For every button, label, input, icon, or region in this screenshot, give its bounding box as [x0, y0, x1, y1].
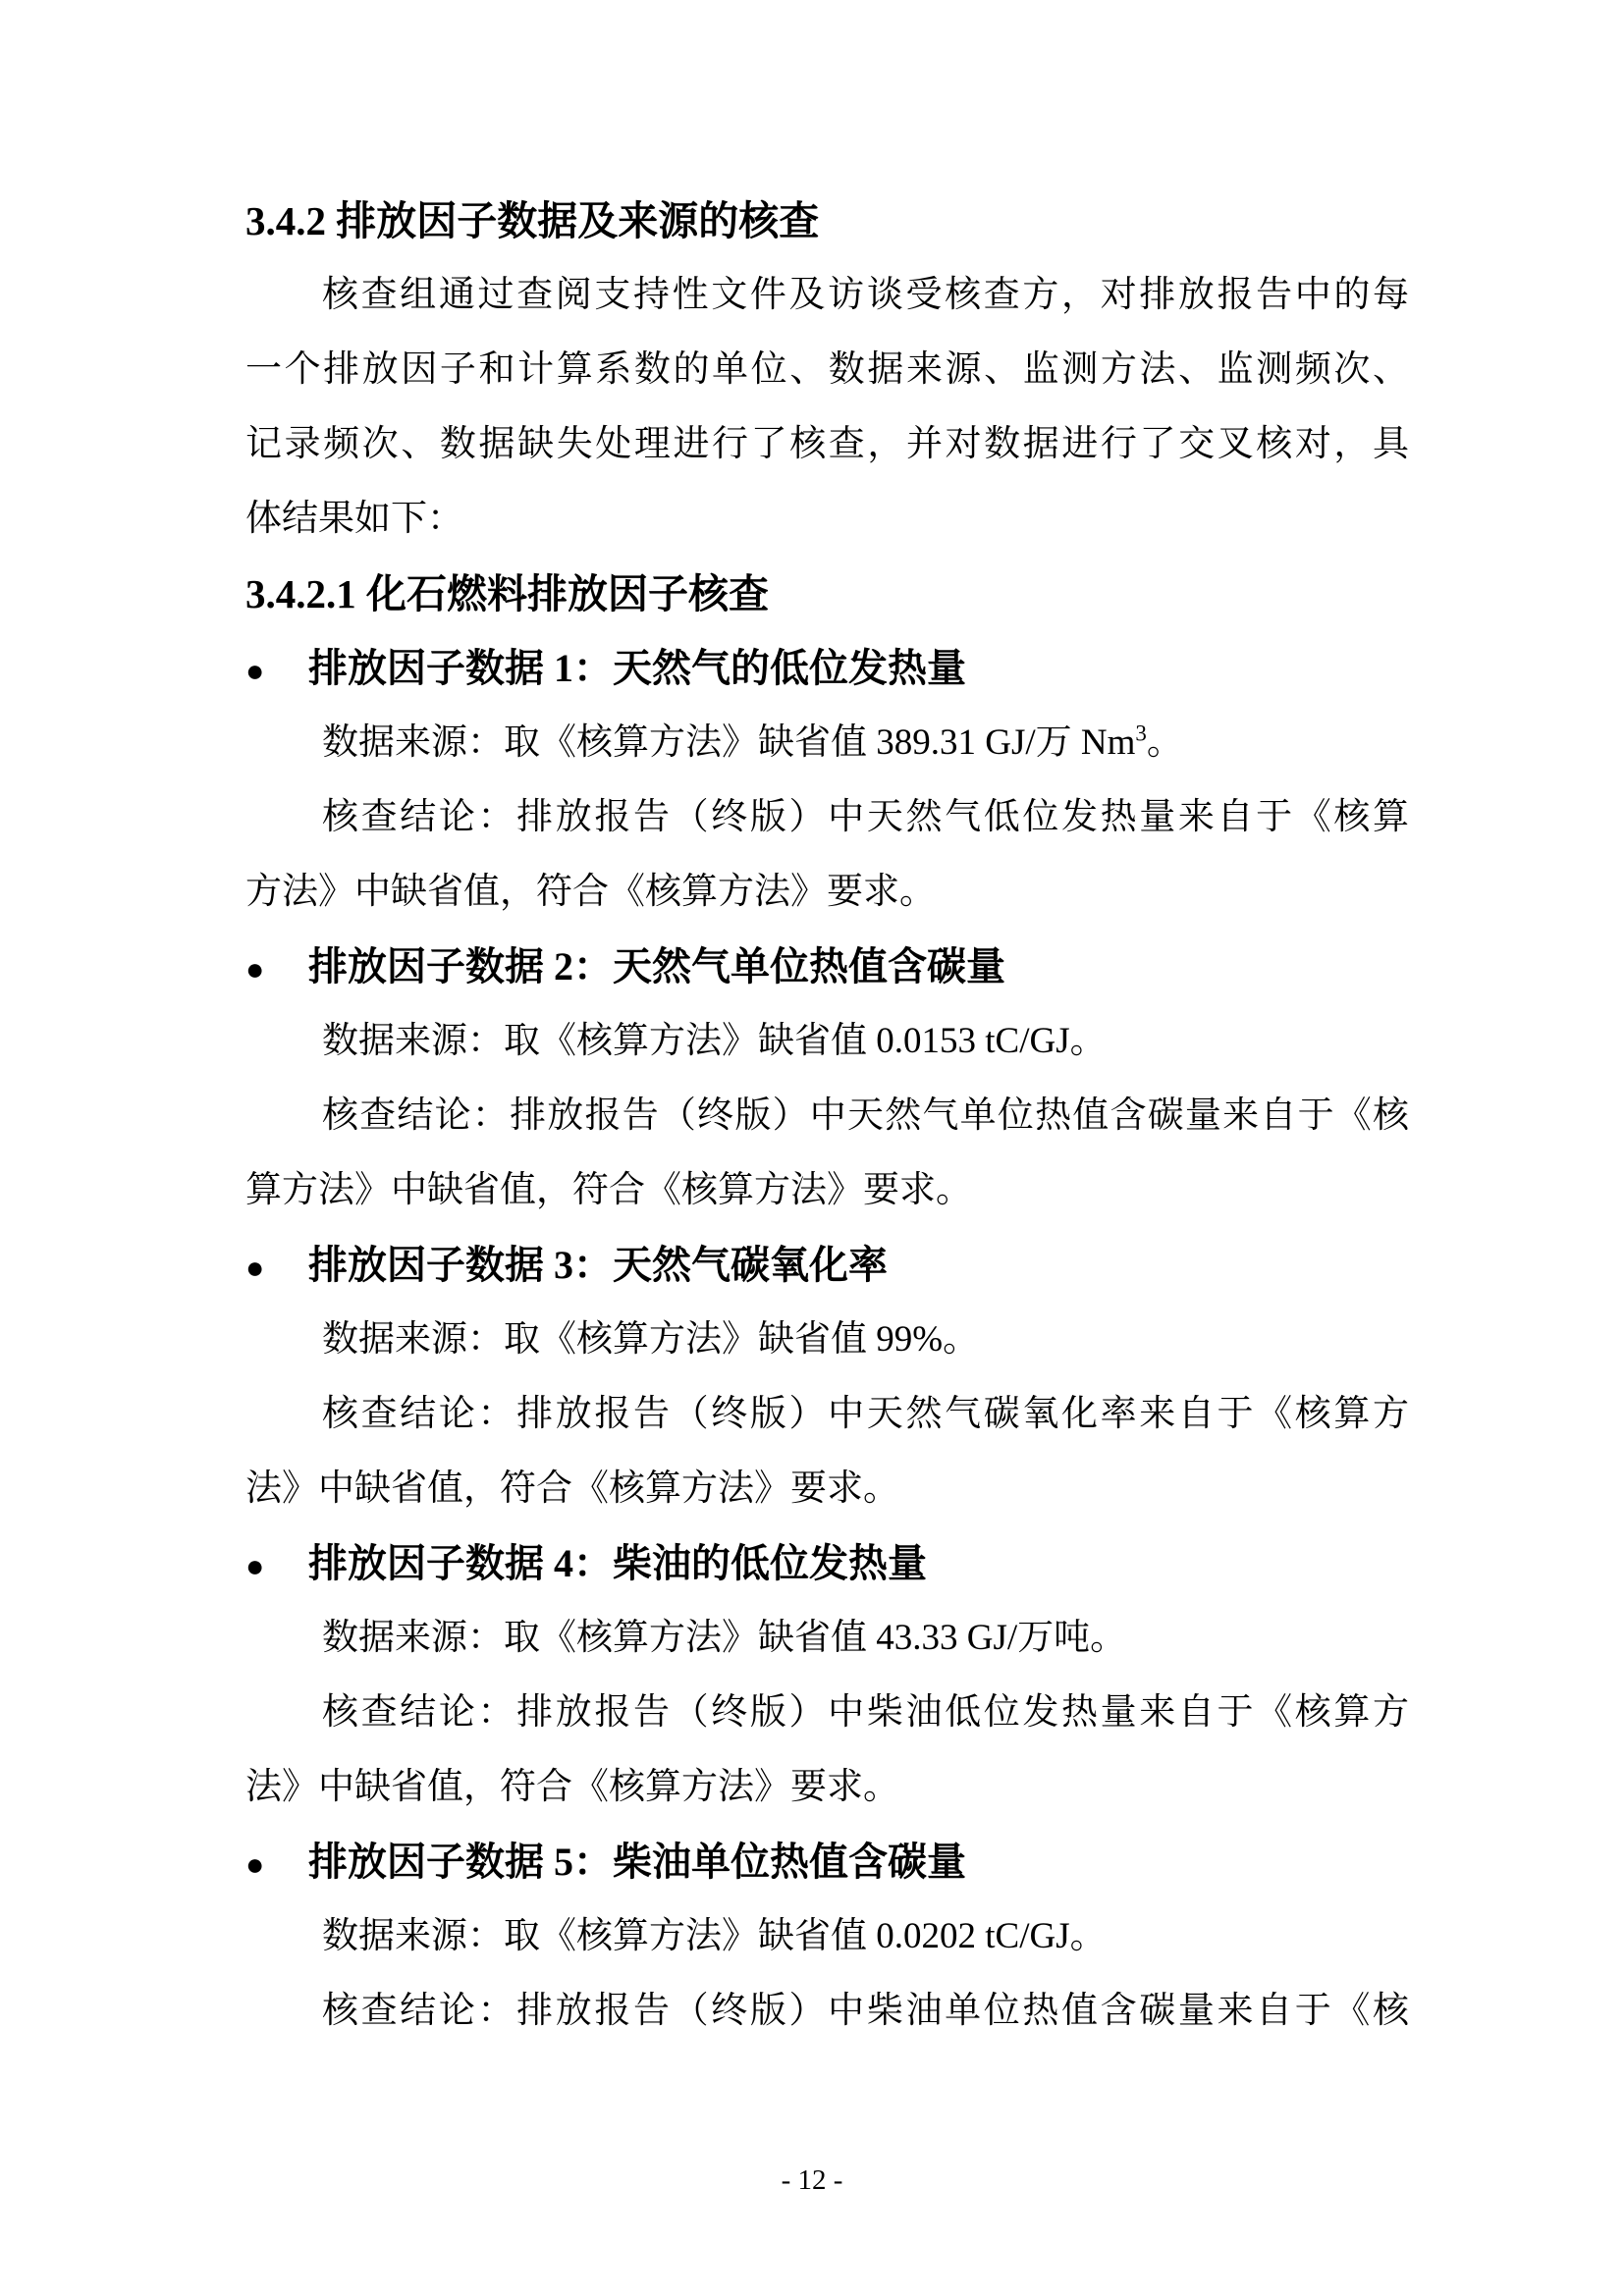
bullet-icon: ●: [245, 1250, 265, 1285]
section-heading: 3.4.2 排放因子数据及来源的核查: [245, 198, 820, 243]
intro-paragraph-line-1: 核查组通过查阅支持性文件及访谈受核查方，对排放报告中的每: [322, 275, 1409, 315]
page-number: - 12 -: [781, 2164, 843, 2196]
intro-paragraph-line-4: 体结果如下：: [245, 499, 463, 539]
factor-5-title-row: [245, 1825, 1409, 1899]
superscript: 3: [1135, 721, 1147, 746]
factor-2-source-line: [245, 1004, 1409, 1079]
intro-paragraph-line-3: 记录频次、数据缺失处理进行了核查，并对数据进行了交叉核对，具: [245, 424, 1409, 464]
bullet-icon: ●: [245, 1846, 265, 1882]
factor-4-title-row: [245, 1526, 1409, 1601]
factor-2-conclusion-line-1: 核查结论：排放报告（终版）中天然气单位热值含碳量来自于《核: [322, 1095, 1409, 1136]
factor-1-source-suffix: 。: [1146, 722, 1183, 763]
factor-2-conclusion-line-2: 算方法》中缺省值，符合《核算方法》要求。: [245, 1170, 972, 1210]
factor-4-conclusion-line-2: 法》中缺省值，符合《核算方法》要求。: [245, 1767, 899, 1807]
bullet-icon: ●: [245, 653, 265, 688]
factor-1-title-row: [245, 631, 1409, 706]
factor-4-conclusion-line-1: 核查结论：排放报告（终版）中柴油低位发热量来自于《核算方: [322, 1692, 1409, 1733]
bullet-icon: ●: [245, 1548, 265, 1583]
factor-4-title: 排放因子数据 4：柴油的低位发热量: [308, 1541, 927, 1585]
factor-3-conclusion-line-1: 核查结论：排放报告（终版）中天然气碳氧化率来自于《核算方: [322, 1394, 1409, 1434]
factor-1-source-line: [245, 706, 1409, 780]
factor-5-source-text: 数据来源：取《核算方法》缺省值 0.0202 tC/GJ。: [322, 1916, 1107, 1956]
factor-2-source-text: 数据来源：取《核算方法》缺省值 0.0153 tC/GJ。: [322, 1021, 1107, 1061]
factor-3-title: 排放因子数据 3：天然气碳氧化率: [308, 1243, 888, 1287]
factor-3-source-line: [245, 1303, 1409, 1377]
factor-3-title-row: [245, 1228, 1409, 1303]
factor-1-conclusion-line-2: 方法》中缺省值，符合《核算方法》要求。: [245, 872, 936, 912]
page-content: [245, 184, 1409, 2049]
subsection-heading: 3.4.2.1 化石燃料排放因子核查: [245, 571, 769, 616]
bullet-icon: ●: [245, 951, 265, 987]
factor-3-source-text: 数据来源：取《核算方法》缺省值 99%。: [322, 1319, 980, 1360]
factor-2-title-row: [245, 930, 1409, 1004]
factor-1-source-text: 数据来源：取《核算方法》缺省值 389.31 GJ/万 Nm: [322, 722, 1136, 763]
factor-3-conclusion-line-2: 法》中缺省值，符合《核算方法》要求。: [245, 1468, 899, 1509]
factor-1-title: 排放因子数据 1：天然气的低位发热量: [308, 646, 966, 690]
factor-5-conclusion-line-1: 核查结论：排放报告（终版）中柴油单位热值含碳量来自于《核: [322, 1991, 1409, 2031]
factor-4-source-text: 数据来源：取《核算方法》缺省值 43.33 GJ/万吨。: [322, 1618, 1127, 1658]
factor-2-title: 排放因子数据 2：天然气单位热值含碳量: [308, 944, 1005, 988]
factor-1-conclusion-line-1: 核查结论：排放报告（终版）中天然气低位发热量来自于《核算: [322, 797, 1409, 837]
factor-5-title: 排放因子数据 5：柴油单位热值含碳量: [308, 1840, 966, 1884]
factor-5-source-line: [245, 1899, 1409, 1974]
factor-4-source-line: [245, 1601, 1409, 1676]
intro-paragraph-line-2: 一个排放因子和计算系数的单位、数据来源、监测方法、监测频次、: [245, 349, 1409, 390]
